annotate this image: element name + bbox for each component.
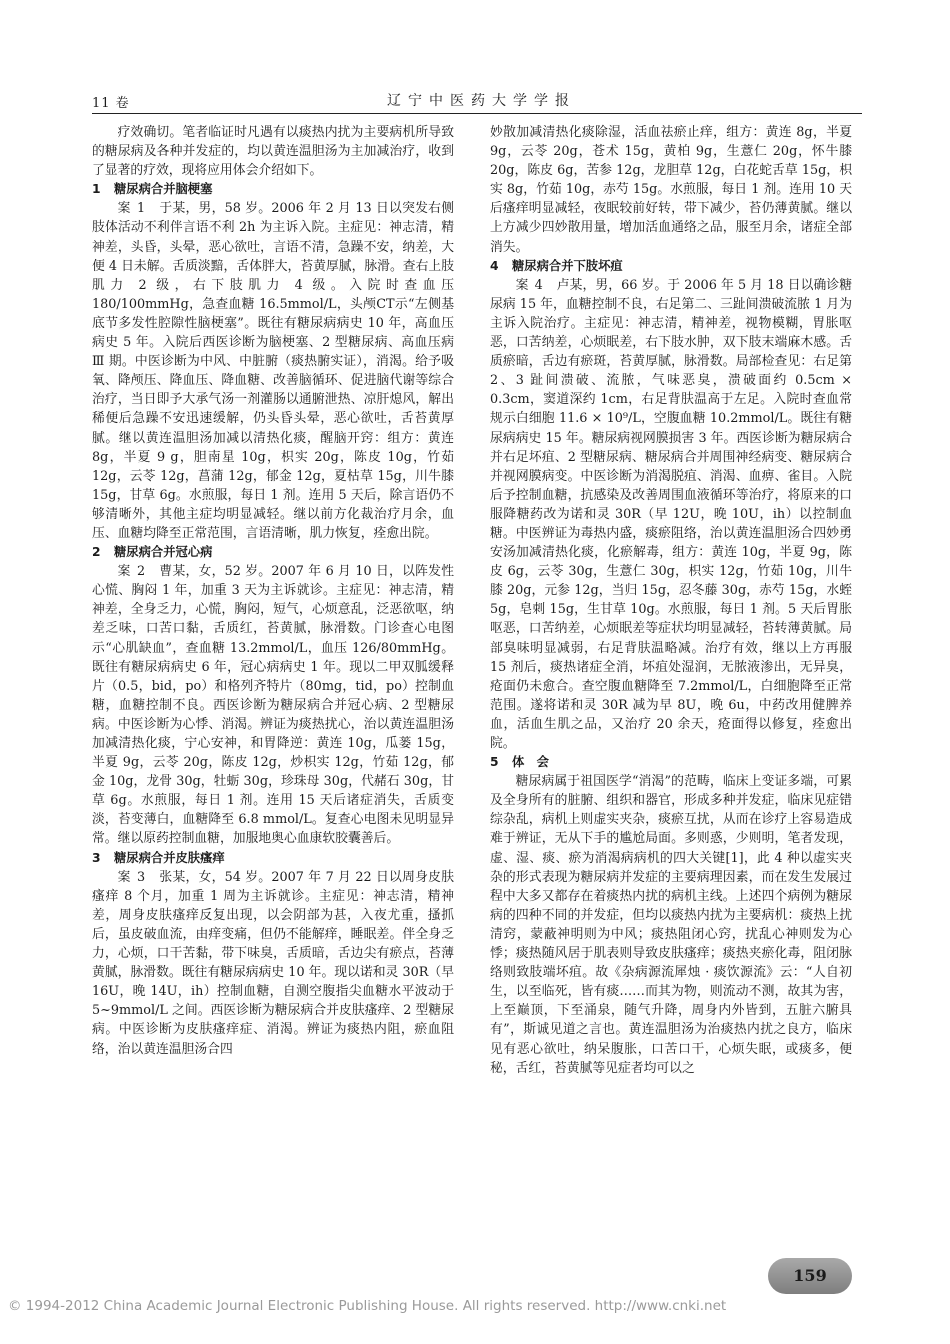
section-3-heading — [92, 849, 454, 868]
section-title: 糖尿病合并皮肤瘙痒 — [114, 850, 225, 865]
case-text: 张某，女，54 岁。2007 年 7 月 22 日以周身皮肤瘙痒 8 个月，加重 1 周为主诉就诊。主症见：神志清，精神差，周身皮肤瘙痒反复出现，以会阴部为甚，入夜尤重，搔抓后，虽皮破血流，由痒变痛，但仍不能解痒，睡眠差。伴全身乏力，心烦，口干苦黏，带下味臭，舌质暗，舌边尖有瘀点，苔薄黄腻，脉滑数。既往有糖尿病病史 10 年。现以诺和灵 30R（早 16U，晚 14U，ih）控制血糖，自测空腹指尖血糖水平波动于 5~9mmol/L 之间。西医诊断为糖尿病合并皮肤瘙痒、2 型糖尿病。中医诊断为皮肤瘙痒症、消渴。辨证为痰热内阻，瘀血阻络，治以黄连温胆汤合四 — [92, 869, 454, 1057]
case-text: 卢某，男，66 岁。于 2006 年 5 月 18 日以确诊糖尿病 15 年，血糖控制不良，右足第二、三趾间溃破流脓 1 月为主诉入院治疗。主症见：神志清，精神差，视物模糊，胃胀呕恶，口苦纳差，心烦眠差，右下肢水肿，双下肢末端麻木感。舌质瘀暗，舌边有瘀斑，苔黄厚腻，脉滑数。局部检查见：右足第 2、3 趾间溃破、流脓，气味恶臭，溃破面约 0.5cm × 0.3cm，窦道深约 1cm，右足背肤温高于左足。入院时查血常规示白细胞 11.6 × 10⁹/L，空腹血糖 10.2mmol/L。既往有糖尿病病史 15 年。糖尿病视网膜损害 3 年。西医诊断为糖尿病合并右足坏疽、2 型糖尿病、糖尿病合并周围神经病变、糖尿病合并视网膜病变。中医诊断为消渴脱疽、消渴、血痹、雀目。入院后予控制血糖，抗感染及改善周围血液循环等治疗，将原来的口服降糖药改为诺和灵 30R（早 12U，晚 10U，ih）以控制血糖。中医辨证为毒热内盛，痰瘀阻络，治以黄连温胆汤合四妙勇安汤加减清热化痰，化瘀解毒，组方：黄连 10g，半夏 9g，陈皮 6g，云苓 30g，生薏仁 30g，枳实 12g，竹茹 10g，川牛膝 20g，元参 12g，当归 15g，忍冬藤 30g，赤芍 15g，水蛭 5g，皂刺 15g，生甘草 10g。水煎服，每日 1 剂。5 天后胃胀呕恶，口苦纳差，心烦眠差等症状均明显减轻，苔转薄黄腻。局部臭味明显减弱，右足背肤温略减。治疗有效，继以上方再服 15 剂后，痰热诸症全消，坏疽处湿润，无脓液渗出，无异臭，疮面仍未愈合。查空腹血糖降至 7.2mmol/L，白细胞降至正常范围。遂将诺和灵 30R 减为早 8U，晚 6u，中药改用健脾养血，活血生肌之品，又治疗 20 余天，疮面得以修复，痊愈出院。 — [490, 277, 852, 751]
case-text: 于某，男，58 岁。2006 年 2 月 13 日以突发右侧肢体活动不利伴言语不利 2h 为主诉入院。主症见：神志清，精神差，头昏，头晕，恶心欲吐，言语不清，急躁不安，纳差，大便 4 日未解。舌质淡黯，舌体胖大，苔黄厚腻，脉滑。查右上肢肌力 2 级，右下肢肌力 4 级。入院时查血压 180/100mmHg，急查血糖 16.5mmol/L，头颅CT示“左侧基底节多发性腔隙性脑梗塞”。既往有糖尿病病史 10 年，高血压病史 5 年。入院后西医诊断为脑梗塞、2 型糖尿病、高血压病 Ⅲ 期。中医诊断为中风、中脏腑（痰热腑实证），消渴。给予吸氧、降颅压、降血压、降血糖、改善脑循环、促进脑代谢等综合治疗，当日即予大承气汤一剂灌肠以通腑泄热、凉肝熄风，解出稀便后急躁不安迅速缓解，仍头昏头晕，恶心欲吐，舌苔黄厚腻。继以黄连温胆汤加减以清热化痰，醒脑开窍：组方：黄连 8g，半夏 9 g，胆南星 10g，枳实 20g，陈皮 10g，竹茹 12g，云苓 12g，菖蒲 12g，郁金 12g，夏枯草 15g，川牛膝 15g，甘草 6g。水煎服，每日 1 剂。连用 5 天后，除言语仍不够清晰外，其他主症均明显减轻。继以前方化裁治疗月余，血压、血糖均降至正常范围，言语清晰，肌力恢复，痊愈出院。 — [92, 201, 454, 541]
case-text: 曹某，女，52 岁。2007 年 6 月 10 日，以阵发性心慌、胸闷 1 年，加重 3 天为主诉就诊。主症见：神志清，精神差，全身乏力，心慌，胸闷，短气，心烦意乱，泛恶欲呕，纳差乏味，口苦口黏，舌质红，苔黄腻，脉滑数。门诊查心电图示“心肌缺血”，查血糖 13.2mmol/L，血压 126/80mmHg。既往有糖尿病病史 6 年，冠心病病史 1 年。现以二甲双胍缓释片（0.5，bid，po）和格列齐特片（80mg，tid，po）控制血糖，血糖控制不良。西医诊断为糖尿病合并冠心病、2 型糖尿病。中医诊断为心悸、消渴。辨证为痰热扰心，治以黄连温胆汤加减清热化痰，宁心安神，和胃降逆：黄连 10g，瓜蒌 15g，半夏 9g，云苓 20g，陈皮 12g，炒枳实 12g，竹茹 12g，郁金 10g，龙骨 30g，牡蛎 30g，珍珠母 30g，代赭石 30g，甘草 6g。水煎服，每日 1 剂。连用 15 天后诸症消失，舌质变淡，苔变薄白，血糖降至 6.8 mmol/L。复查心电图未见明显异常。继以原药控制血糖，加服地奥心血康软胶囊善后。 — [92, 564, 454, 847]
section-title: 糖尿病合并脑梗塞 — [114, 182, 213, 197]
section-1-heading — [92, 180, 454, 199]
intro-paragraph: 疗效确切。笔者临证时凡遇有以痰热内扰为主要病机所导致的糖尿病及各种并发症的，均以黄连温胆汤为主加减治疗，收到了显著的疗效，现将应用体会介绍如下。 — [92, 125, 454, 179]
right-column — [490, 123, 852, 1258]
left-column — [92, 123, 454, 1258]
volume-label: 11 卷 — [92, 96, 130, 111]
case-label: 案 1 — [117, 201, 147, 217]
section-title: 糖尿病合并冠心病 — [114, 545, 213, 560]
section-4-heading — [490, 257, 852, 276]
case-2-paragraph — [92, 562, 454, 848]
case-1-paragraph — [92, 199, 454, 543]
discussion-paragraph: 糖尿病属于祖国医学“消渴”的范畴，临床上变证多端，可累及全身所有的脏腑、组织和器官，形成多种并发症，临床见症错综杂乱，病机上则虚实夹杂，痰瘀互扰，从而在诊疗上容易造成难于辨证，无从下手的尴尬局面。多则惑，少则明，笔者发现，虚、湿、痰、瘀为消渴病病机的四大关键[1]，此 4 种以虚实夹杂的形式表现为糖尿病并发症的主要病理因素，而在发生发展过程中大多又都存在着痰热内扰的病机主线。上述四个病例为糖尿病的四种不同的并发症，但均以痰热内扰为主要病机：痰热上扰清窍，蒙蔽神明则为中风；痰热阻闭心窍，扰乱心神则发为心悸；痰热随风居于肌表则导致皮肤瘙痒；痰热夹瘀化毒，阻闭脉络则致肢端坏疽。故《杂病源流犀烛 · 痰饮源流》云：“人自初生，以至临死，皆有痰……而其为物，则流动不测，故其为害，上至巅顶，下至涌泉，随气升降，周身内外皆到，五脏六腑具有”，斯诚见道之言也。黄连温胆汤为治痰热内扰之良方，临床见有恶心欲吐，纳呆腹胀，口苦口干，心烦失眠，或痰多，便秘，舌红，苔黄腻等见症者均可以之 — [490, 774, 852, 1076]
running-header — [92, 86, 862, 116]
case-3-paragraph — [92, 868, 454, 1059]
page-number: 159 — [793, 1266, 827, 1285]
header-rule — [92, 113, 862, 114]
section-title: 糖尿病合并下肢坏疽 — [512, 258, 623, 273]
section-number: 3 — [92, 850, 101, 865]
journal-title: 辽宁中医药大学学报 — [387, 93, 576, 109]
case-3-continued: 妙散加减清热化痰除湿，活血祛瘀止痒，组方：黄连 8g，半夏 9g，云苓 20g，苍术 15g，黄柏 9g，生薏仁 20g，怀牛膝 20g，陈皮 6g，苦参 12g，龙胆草 12g，白花蛇舌草 15g，枳实 8g，竹茹 10g，赤芍 15g。水煎服，每日 1 剂。连用 10 天后瘙痒明显减轻，夜眠较前好转，带下减少，苔仍薄黄腻。继以上方减少四妙散用量，增加活血通络之品，服至月余，诸症全部消失。 — [490, 125, 852, 255]
case-label: 案 3 — [117, 869, 147, 885]
section-number: 5 — [490, 755, 499, 770]
section-number: 1 — [92, 182, 101, 197]
case-label: 案 2 — [117, 564, 147, 580]
section-title: 体 会 — [512, 755, 549, 770]
case-4-paragraph — [490, 276, 852, 753]
copyright-footer: © 1994-2012 China Academic Journal Electronic Publishing House. All rights reserved. http://www.cnki.net — [8, 1298, 727, 1314]
section-5-heading — [490, 753, 852, 772]
section-number: 4 — [490, 258, 499, 273]
section-number: 2 — [92, 545, 101, 560]
page-number-badge — [768, 1258, 852, 1294]
section-2-heading — [92, 543, 454, 562]
case-label: 案 4 — [515, 277, 544, 293]
